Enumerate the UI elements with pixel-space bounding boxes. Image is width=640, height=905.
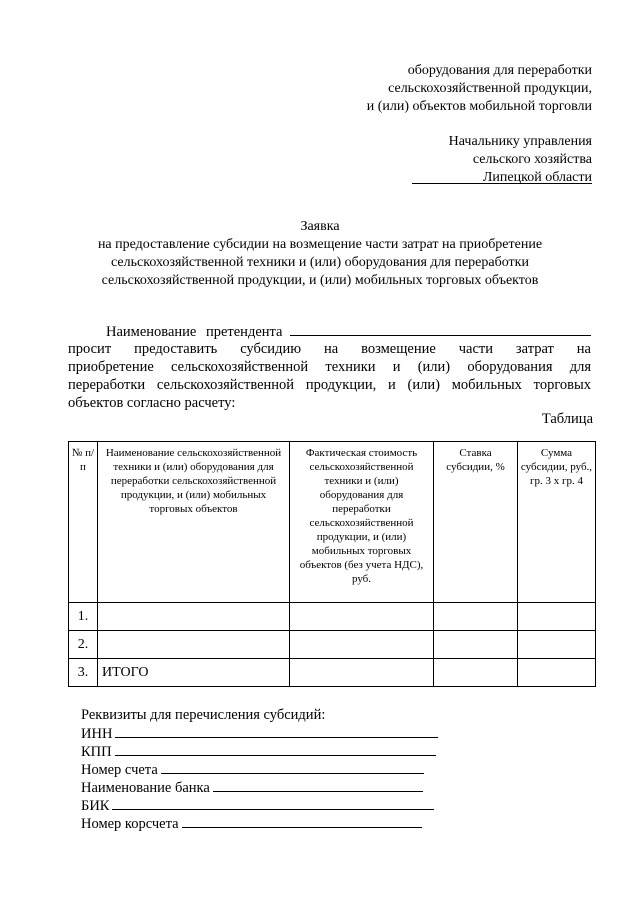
kpp-row <box>81 742 436 761</box>
intro-word: предоставить <box>134 341 218 357</box>
intro-line-3: переработки сельскохозяйственной продукции, и (или) мобильных торговых <box>68 377 591 393</box>
header-line-1: оборудования для переработки <box>407 63 592 78</box>
applicant-name-field[interactable] <box>290 322 591 336</box>
kpp-field[interactable] <box>115 742 436 756</box>
column-header: Фактическая стоимость сельскохозяйственной техники и (или) оборудования для переработки сельскохозяйственной продукции, и (или) мобильных торговых объектов (без учета НДС), руб. <box>290 442 434 603</box>
table-header-row <box>69 442 596 603</box>
item-name-cell[interactable] <box>98 631 290 659</box>
cost-cell[interactable] <box>290 659 434 687</box>
addressee-line-3: Липецкой области <box>482 170 592 185</box>
rate-cell[interactable] <box>434 631 518 659</box>
bik-field[interactable] <box>112 796 434 810</box>
amount-cell[interactable] <box>518 659 596 687</box>
header-line-3: и (или) объектов мобильной торговли <box>366 99 592 114</box>
applicant-row <box>68 322 591 341</box>
amount-cell[interactable] <box>518 603 596 631</box>
cost-cell[interactable] <box>290 603 434 631</box>
bank-label: Наименование банка <box>81 780 210 796</box>
cost-cell[interactable] <box>290 631 434 659</box>
account-label: Номер счета <box>81 762 158 778</box>
total-label-cell: ИТОГО <box>98 659 290 687</box>
intro-word: просит <box>68 341 112 357</box>
column-header: № п/п <box>69 442 98 603</box>
intro-word: на <box>323 341 339 357</box>
subsidy-table <box>68 441 596 687</box>
intro-word: части <box>458 341 493 357</box>
document-title: Заявка <box>300 219 340 234</box>
intro-word: затрат <box>515 341 554 357</box>
rate-cell[interactable] <box>434 603 518 631</box>
kpp-label: КПП <box>81 744 112 760</box>
row-number: 2. <box>69 631 98 659</box>
rate-cell[interactable] <box>434 659 518 687</box>
table-caption: Таблица <box>541 411 593 427</box>
bank-row <box>81 778 423 797</box>
table-row <box>69 631 596 659</box>
bik-row <box>81 796 434 815</box>
intro-word: субсидию <box>240 341 302 357</box>
table-row <box>69 603 596 631</box>
intro-line-2: приобретение сельскохозяйственной техники и (или) оборудования для <box>68 359 591 375</box>
corr-account-row <box>81 814 422 833</box>
account-field[interactable] <box>161 760 424 774</box>
applicant-label: Наименование претендента <box>106 324 283 340</box>
amount-cell[interactable] <box>518 631 596 659</box>
requisites-title: Реквизиты для перечисления субсидий: <box>81 707 326 723</box>
intro-word: на <box>576 341 591 357</box>
header-line-2: сельскохозяйственной продукции, <box>388 81 592 96</box>
inn-field[interactable] <box>115 724 438 738</box>
intro-line-1 <box>68 340 591 358</box>
item-name-cell[interactable] <box>98 603 290 631</box>
inn-row <box>81 724 438 743</box>
inn-label: ИНН <box>81 726 113 742</box>
row-number: 1. <box>69 603 98 631</box>
addressee-line-2: сельского хозяйства <box>472 152 592 167</box>
row-number: 3. <box>69 659 98 687</box>
bik-label: БИК <box>81 798 110 814</box>
addressee-line-1: Начальнику управления <box>448 134 592 149</box>
document-subtitle: на предоставление субсидии на возмещение части затрат на приобретение сельскохозяйственной техники и (или) оборудования для переработки сельскохозяйственной продукции, и (или) мобильных торговых объектов <box>97 237 543 288</box>
corr-account-label: Номер корсчета <box>81 816 179 832</box>
table-row <box>69 659 596 687</box>
intro-word: возмещение <box>361 341 436 357</box>
addressee-signature-line <box>412 183 592 184</box>
corr-account-field[interactable] <box>182 814 422 828</box>
intro-line-4: объектов согласно расчету: <box>68 395 236 411</box>
bank-field[interactable] <box>213 778 423 792</box>
account-row <box>81 760 424 779</box>
column-header: Ставка субсидии, % <box>434 442 518 603</box>
column-header: Наименование сельскохозяйственной техники и (или) оборудования для переработки сельскохозяйственной продукции, и (или) мобильных торговых объектов <box>98 442 290 603</box>
column-header: Сумма субсидии, руб., гр. 3 x гр. 4 <box>518 442 596 603</box>
